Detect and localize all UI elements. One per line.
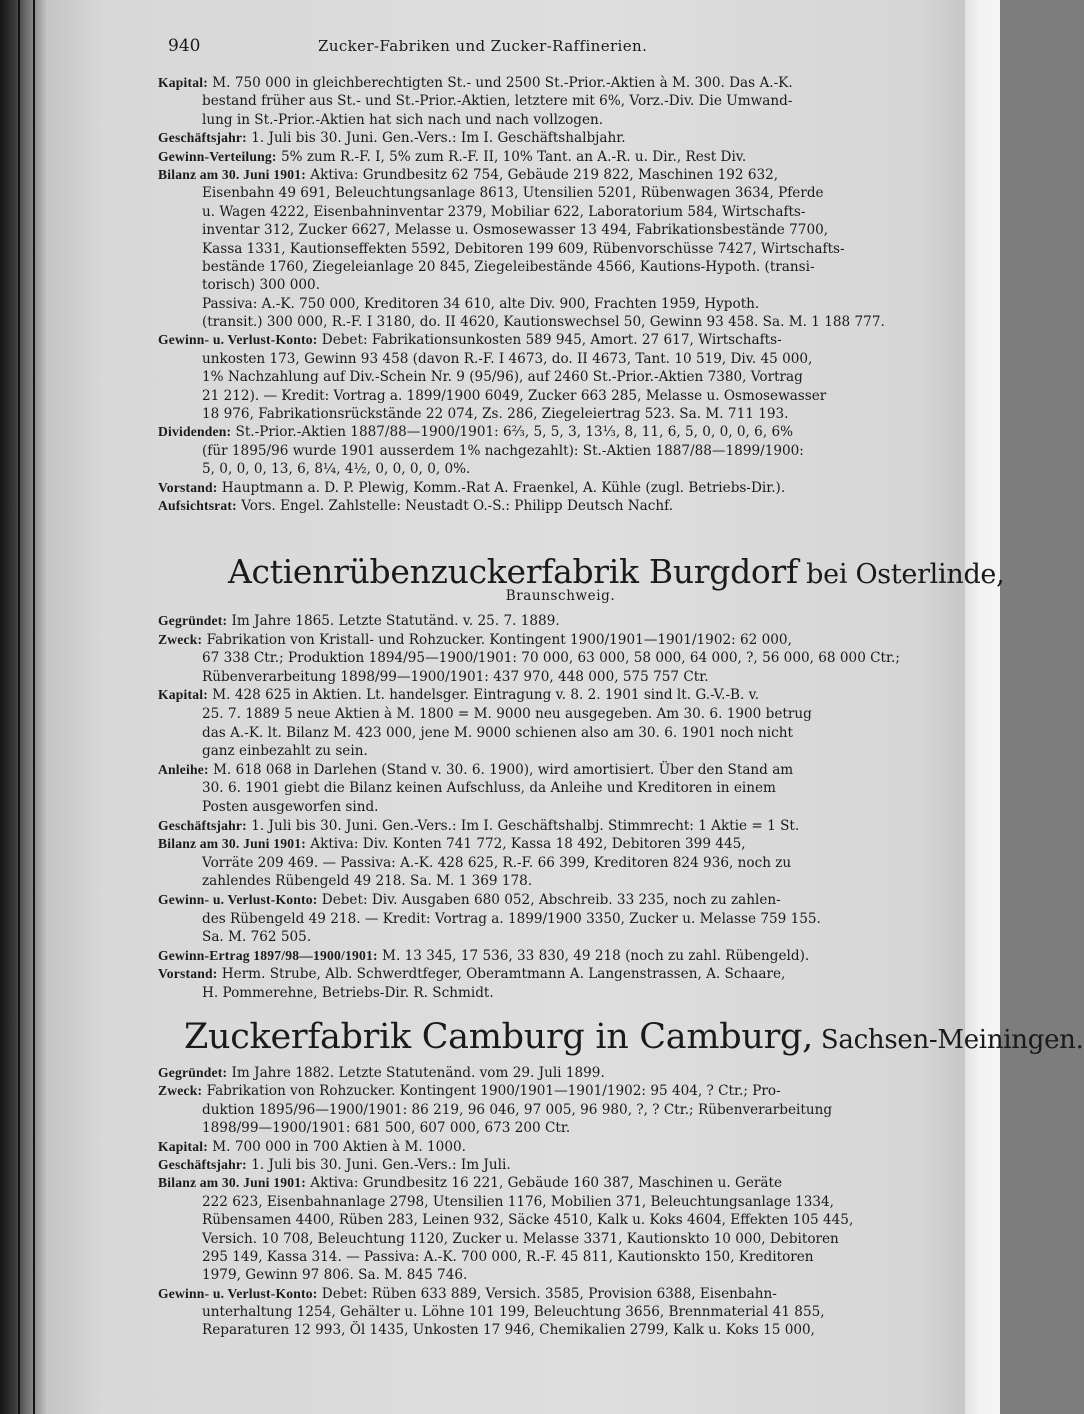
field-text: Rübensamen 4400, Rüben 283, Leinen 932, Säcke 4510, Kalk u. Koks 4604, Effekten 105 445, — [202, 1212, 854, 1229]
text-line — [158, 1138, 963, 1156]
entry-title-location: bei Osterlinde, — [797, 559, 1005, 590]
field-text: 30. 6. 1901 giebt die Bilanz keinen Aufschluss, da Anleihe und Kreditoren in einem — [202, 780, 776, 797]
field-label: Gegründet: — [158, 613, 228, 628]
field-text: das A.-K. lt. Bilanz M. 423 000, jene M. 9000 schienen also am 30. 6. 1901 noch nicht — [202, 724, 793, 741]
field-text: 5, 0, 0, 0, 13, 6, 8¼, 4½, 0, 0, 0, 0, 0%. — [202, 461, 471, 478]
field-text: (transit.) 300 000, R.-F. I 3180, do. II 4620, Kautionswechsel 50, Gewinn 93 458. Sa. M. 1 188 777. — [202, 314, 885, 331]
field-text: 1. Juli bis 30. Juni. Gen.-Vers.: Im I. Geschäftshalbj. Stimmrecht: 1 Aktie = 1 St. — [246, 817, 800, 834]
field-label: Aufsichtsrat: — [158, 497, 237, 513]
text-line — [158, 1321, 963, 1339]
field-text: (für 1895/96 wurde 1901 ausserdem 1% nachgezahlt): St.-Aktien 1887/88—1899/1900: — [202, 442, 804, 459]
field-text: 1. Juli bis 30. Juni. Gen.-Vers.: Im I. Geschäftshalbjahr. — [246, 130, 626, 147]
field-text: Fabrikation von Rohzucker. Kontingent 1900/1901—1901/1902: 95 404, ? Ctr.; Pro- — [202, 1083, 781, 1100]
text-line — [158, 761, 963, 780]
text-line — [158, 258, 963, 276]
field-text: Eisenbahn 49 691, Beleuchtungsanlage 8613, Utensilien 5201, Rübenwagen 3634, Pferde — [202, 185, 824, 202]
field-text: Aktiva: Grundbesitz 62 754, Gebäude 219 822, Maschinen 192 632, — [305, 166, 779, 183]
text-line — [158, 313, 963, 331]
field-text: H. Pommerehne, Betriebs-Dir. R. Schmidt. — [202, 984, 494, 1001]
field-text: Sa. M. 762 505. — [202, 929, 312, 946]
text-line — [158, 891, 963, 910]
text-line — [158, 724, 963, 743]
text-line — [158, 423, 963, 441]
field-text: Reparaturen 12 993, Öl 1435, Unkosten 17 946, Chemikalien 2799, Kalk u. Koks 15 000, — [202, 1322, 815, 1339]
field-text: 222 623, Eisenbahnanlage 2798, Utensilien 1176, Mobilien 371, Beleuchtungsanlage 1334, — [202, 1193, 834, 1210]
field-text: 5% zum R.-F. I, 5% zum R.-F. II, 10% Tant. an A.-R. u. Dir., Rest Div. — [276, 148, 747, 165]
field-text: Debet: Rüben 633 889, Versich. 3585, Provision 6388, Eisenbahn- — [317, 1285, 777, 1302]
field-label: Kapital: — [158, 687, 208, 703]
text-line — [158, 1248, 963, 1266]
field-text: Aktiva: Div. Konten 741 772, Kassa 18 492, Debitoren 399 445, — [305, 836, 746, 853]
field-text: 1. Juli bis 30. Juni. Gen.-Vers.: Im Juli. — [246, 1156, 511, 1173]
text-line — [158, 203, 963, 221]
field-label: Bilanz am 30. Juni 1901: — [158, 166, 306, 182]
field-text: 1979, Gewinn 97 806. Sa. M. 845 746. — [202, 1267, 468, 1284]
text-line — [158, 779, 963, 798]
field-text: 21 212). — Kredit: Vortrag a. 1899/1900 6049, Zucker 663 285, Melasse u. Osmosewasser — [202, 387, 827, 404]
field-text: 295 149, Kassa 314. — Passiva: A.-K. 700 000, R.-F. 45 811, Kautionskto 150, Kreditoren — [202, 1248, 814, 1265]
text-line — [158, 368, 963, 386]
text-line — [158, 668, 963, 687]
field-text: 67 338 Ctr.; Produktion 1894/95—1900/1901: 70 000, 63 000, 58 000, 64 000, ?, 56 000, 68 000 Ctr.; — [202, 650, 900, 667]
entry-title-location: Sachsen-Meiningen. — [812, 1025, 1084, 1055]
text-line — [158, 1156, 963, 1174]
field-text: 1% Nachzahlung auf Div.-Schein Nr. 9 (95/96), auf 2460 St.-Prior.-Aktien 7380, Vortrag — [202, 369, 803, 386]
field-text: bestand früher aus St.- und St.-Prior.-Aktien, letztere mit 6%, Vorz.-Div. Die Umwand- — [202, 93, 793, 110]
text-line — [158, 1285, 963, 1303]
text-line — [158, 965, 963, 984]
field-text: M. 618 068 in Darlehen (Stand v. 30. 6. 1900), wird amortisiert. Über den Stand am — [208, 761, 794, 778]
field-label: Vorstand: — [158, 966, 218, 982]
page-edge — [965, 0, 1000, 1414]
entry-camburg — [158, 1064, 963, 1340]
page-text — [158, 0, 1084, 1414]
field-text: M. 750 000 in gleichberechtigten St.- und 2500 St.-Prior.-Aktien à M. 300. Das A.-K. — [207, 75, 793, 91]
text-line — [158, 276, 963, 294]
text-line — [158, 612, 963, 631]
field-text: Rübenverarbeitung 1898/99—1900/1901: 437 970, 448 000, 575 757 Ctr. — [202, 668, 709, 685]
text-line — [158, 166, 963, 184]
field-text: 1898/99—1900/1901: 681 500, 607 000, 673 200 Ctr. — [202, 1120, 571, 1137]
field-text: des Rübengeld 49 218. — Kredit: Vortrag a. 1899/1900 3350, Zucker u. Melasse 759 155. — [202, 910, 821, 927]
field-text: Vorräte 209 469. — Passiva: A.-K. 428 625, R.-F. 66 399, Kreditoren 824 936, noch zu — [202, 854, 792, 871]
text-line — [158, 1064, 963, 1082]
field-text: Posten ausgeworfen sind. — [202, 798, 379, 815]
text-line — [158, 1174, 963, 1192]
text-line — [158, 1101, 963, 1119]
text-line — [158, 295, 963, 313]
field-text: inventar 312, Zucker 6627, Melasse u. Osmosewasser 13 494, Fabrikationsbestände 7700, — [202, 222, 829, 239]
text-line — [158, 1230, 963, 1248]
field-text: Hauptmann a. D. P. Plewig, Komm.-Rat A. Fraenkel, A. Kühle (zugl. Betriebs-Dir.). — [217, 479, 786, 496]
text-line — [158, 817, 963, 836]
field-label: Geschäftsjahr: — [158, 1156, 247, 1172]
text-line — [158, 798, 963, 817]
text-line — [158, 742, 963, 761]
text-line — [158, 910, 963, 929]
field-text: Debet: Div. Ausgaben 680 052, Abschreib. 33 235, noch zu zahlen- — [317, 891, 781, 908]
field-text: Versich. 10 708, Beleuchtung 1120, Zucker u. Melasse 3371, Kautionskto 10 000, Debitoren — [202, 1230, 839, 1247]
field-text: 18 976, Fabrikationsrückstände 22 074, Zs. 286, Ziegeleiertrag 523. Sa. M. 711 193. — [202, 406, 789, 423]
field-label: Geschäftsjahr: — [158, 817, 247, 833]
text-line — [158, 1193, 963, 1211]
text-line — [158, 240, 963, 258]
text-line — [158, 221, 963, 239]
text-line — [158, 984, 963, 1003]
field-text: torisch) 300 000. — [202, 277, 320, 294]
field-text: zahlendes Rübengeld 49 218. Sa. M. 1 369 178. — [202, 873, 533, 890]
entry-title-camburg — [184, 1016, 1084, 1061]
page-header — [168, 36, 958, 58]
field-label: Gewinn- u. Verlust-Konto: — [158, 332, 318, 348]
text-line — [158, 148, 963, 166]
field-text: Vors. Engel. Zahlstelle: Neustadt O.-S.: Philipp Deutsch Nachf. — [236, 497, 674, 514]
entry-title-main: Zuckerfabrik Camburg in Camburg, — [184, 1017, 813, 1057]
text-line — [158, 872, 963, 891]
text-line — [158, 442, 963, 460]
text-line — [158, 835, 963, 854]
field-text: M. 13 345, 17 536, 33 830, 49 218 (noch zu zahl. Rübengeld). — [377, 947, 810, 964]
field-text: Im Jahre 1882. Letzte Statutenänd. vom 29. Juli 1899. — [227, 1065, 605, 1081]
gutter-crease — [18, 0, 20, 1414]
text-line — [158, 1211, 963, 1229]
field-label: Gewinn- u. Verlust-Konto: — [158, 891, 318, 907]
text-line — [158, 631, 963, 650]
text-line — [158, 460, 963, 478]
field-text: u. Wagen 4222, Eisenbahninventar 2379, Mobiliar 622, Laboratorium 584, Wirtschafts- — [202, 203, 806, 220]
field-text: Herm. Strube, Alb. Schwerdtfeger, Oberamtmann A. Langenstrassen, A. Schaare, — [217, 966, 786, 983]
text-line — [158, 1119, 963, 1137]
field-label: Gewinn-Ertrag 1897/98—1900/1901: — [158, 947, 378, 963]
text-line — [158, 854, 963, 873]
field-label: Kapital: — [158, 75, 208, 90]
field-text: Aktiva: Grundbesitz 16 221, Gebäude 160 387, Maschinen u. Geräte — [305, 1175, 782, 1192]
field-label: Dividenden: — [158, 424, 232, 440]
field-label: Bilanz am 30. Juni 1901: — [158, 836, 306, 852]
text-line — [158, 74, 963, 92]
field-label: Kapital: — [158, 1138, 208, 1154]
field-label: Gegründet: — [158, 1065, 228, 1080]
field-text: 25. 7. 1889 5 neue Aktien à M. 1800 = M. 9000 neu ausgegeben. Am 30. 6. 1900 betrug — [202, 705, 812, 722]
field-text: Fabrikation von Kristall- und Rohzucker. Kontingent 1900/1901—1901/1902: 62 000, — [202, 631, 792, 648]
entry-burgdorf — [158, 612, 963, 1002]
text-line — [158, 1082, 963, 1100]
text-line — [158, 111, 963, 129]
field-label: Gewinn-Verteilung: — [158, 148, 277, 164]
book-gutter — [0, 0, 48, 1414]
text-line — [158, 184, 963, 202]
field-text: Passiva: A.-K. 750 000, Kreditoren 34 610, alte Div. 900, Frachten 1959, Hypoth. — [202, 295, 760, 312]
gutter-crease — [33, 0, 35, 1414]
entry-subtitle: Braunschweig. — [505, 588, 616, 604]
field-label: Geschäftsjahr: — [158, 130, 247, 146]
field-label: Vorstand: — [158, 479, 218, 495]
text-line — [158, 350, 963, 368]
text-line — [158, 705, 963, 724]
previous-entry — [158, 74, 963, 515]
field-text: lung in St.-Prior.-Aktien hat sich nach und nach vollzogen. — [202, 111, 604, 128]
page-number: 940 — [168, 36, 201, 56]
text-line — [158, 1303, 963, 1321]
text-line — [158, 1266, 963, 1284]
text-line — [158, 129, 963, 147]
field-label: Zweck: — [158, 1083, 203, 1099]
text-line — [158, 947, 963, 966]
text-line — [158, 928, 963, 947]
field-text: Debet: Fabrikationsunkosten 589 945, Amort. 27 617, Wirtschafts- — [317, 332, 782, 349]
field-text: Im Jahre 1865. Letzte Statutänd. v. 25. 7. 1889. — [227, 613, 560, 629]
field-text: duktion 1895/96—1900/1901: 86 219, 96 046, 97 005, 96 980, ?, ? Ctr.; Rübenverarbeitung — [202, 1101, 833, 1118]
field-text: M. 700 000 in 700 Aktien à M. 1000. — [207, 1138, 466, 1155]
field-text: ganz einbezahlt zu sein. — [202, 743, 368, 760]
field-text: bestände 1760, Ziegeleianlage 20 845, Ziegeleibestände 4566, Kautions-Hypoth. (transi- — [202, 258, 815, 275]
field-text: M. 428 625 in Aktien. Lt. handelsger. Eintragung v. 8. 2. 1901 sind lt. G.-V.-B. v. — [207, 687, 760, 704]
running-title: Zucker-Fabriken und Zucker-Raffinerien. — [318, 37, 648, 55]
field-text: unterhaltung 1254, Gehälter u. Löhne 101 199, Beleuchtung 3656, Brennmaterial 41 855, — [202, 1304, 825, 1321]
text-line — [158, 497, 963, 515]
field-label: Gewinn- u. Verlust-Konto: — [158, 1285, 318, 1301]
field-label: Anleihe: — [158, 761, 209, 777]
text-line — [158, 479, 963, 497]
text-line — [158, 405, 963, 423]
field-text: unkosten 173, Gewinn 93 458 (davon R.-F. I 4673, do. II 4673, Tant. 10 519, Div. 45 000, — [202, 350, 813, 367]
field-text: Kassa 1331, Kautionseffekten 5592, Debitoren 199 609, Rübenvorschüsse 7427, Wirtschafts- — [202, 240, 845, 257]
text-line — [158, 649, 963, 668]
entry-title-main: Actienrübenzuckerfabrik Burgdorf — [228, 552, 798, 591]
text-line — [158, 387, 963, 405]
text-line — [158, 92, 963, 110]
text-line — [158, 686, 963, 705]
field-label: Zweck: — [158, 631, 203, 647]
field-label: Bilanz am 30. Juni 1901: — [158, 1175, 306, 1191]
text-line — [158, 331, 963, 349]
field-text: St.-Prior.-Aktien 1887/88—1900/1901: 6⅔, 5, 5, 3, 13⅓, 8, 11, 6, 5, 0, 0, 0, 6, 6% — [231, 424, 794, 441]
